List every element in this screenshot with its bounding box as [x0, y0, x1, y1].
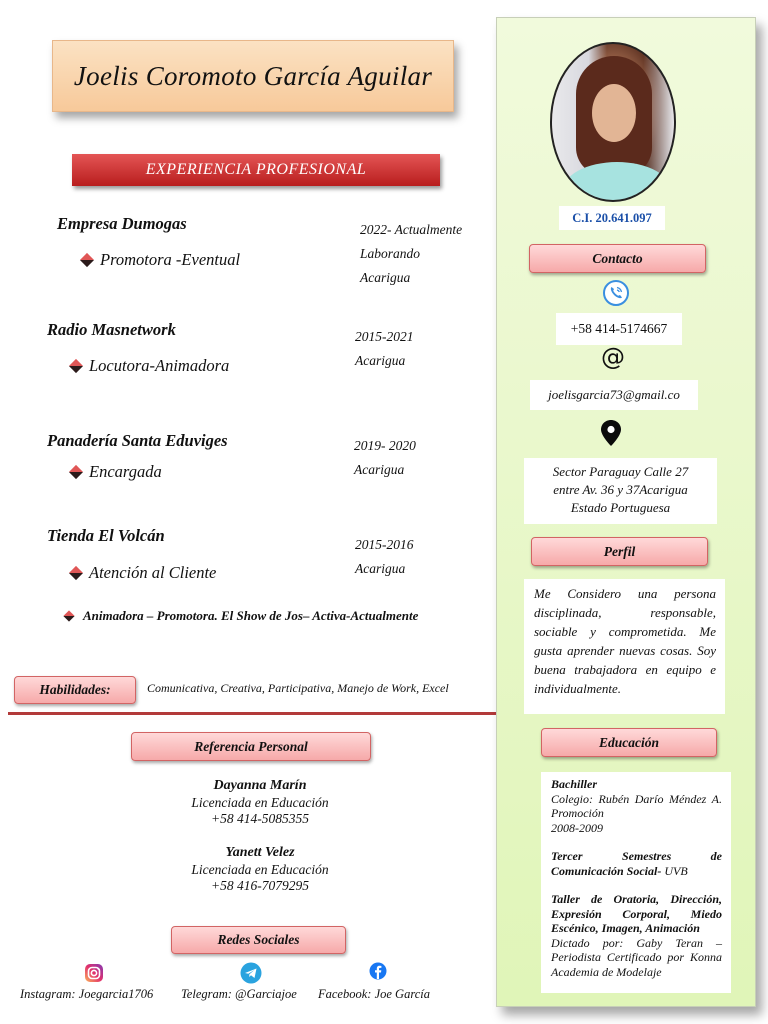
- name-banner: [52, 40, 454, 112]
- job-company: Empresa Dumogas: [57, 214, 187, 233]
- reference-name: Dayanna Marín: [213, 778, 307, 793]
- profile-text: Me Considero una persona disciplinada, responsable, sociable y comprometida. Me gusta aprender nuevas cosas. Soy buena trabajadora en equipo e individualmente.: [524, 579, 725, 714]
- education-detail: 2008-2009: [551, 820, 603, 835]
- reference-title: Licenciada en Educación: [191, 794, 329, 810]
- profile-photo: [550, 42, 676, 202]
- experience-header: [72, 154, 440, 186]
- bullet-diamond-icon: [80, 253, 94, 267]
- instagram-handle[interactable]: Instagram: Joegarcia1706: [20, 987, 154, 1001]
- skills-text: Comunicativa, Creativa, Participativa, Manejo de Work, Excel: [147, 681, 449, 695]
- job-role-text: Promotora -Eventual: [100, 250, 241, 269]
- email-address: joelisgarcia73@gmail.co: [530, 380, 698, 410]
- job-city: Acarigua: [354, 462, 405, 477]
- reference-title: Licenciada en Educación: [191, 861, 329, 877]
- facebook-icon[interactable]: [369, 962, 387, 980]
- job-city: Acarigua: [355, 353, 406, 368]
- job-period: 2022- Actualmente: [360, 222, 463, 237]
- education-title: Taller de Oratoria, Dirección, Expresión Corporal, Miedo Escénico, Imagen, Animación: [551, 892, 722, 935]
- bullet-diamond-icon: [63, 610, 74, 621]
- id-number: C.I. 20.641.097: [559, 206, 665, 230]
- extra-activity-text: Animadora – Promotora. El Show de Jos– Activa-Actualmente: [83, 608, 419, 623]
- full-name: Joelis Coromoto García Aguilar: [73, 60, 433, 91]
- address-line: entre Av. 36 y 37Acarigua: [553, 482, 688, 497]
- job-period: 2015-2016: [355, 537, 414, 552]
- telegram-icon[interactable]: [240, 962, 262, 984]
- job-role-text: Atención al Cliente: [89, 563, 217, 582]
- job-meta: [355, 533, 414, 581]
- address-line: Sector Paraguay Calle 27: [552, 464, 689, 479]
- phone-icon: [602, 279, 630, 307]
- profile-label: Perfil: [531, 537, 708, 566]
- instagram-icon[interactable]: [84, 963, 104, 983]
- education-title: Bachiller: [551, 777, 598, 791]
- reference-name: Yanett Velez: [225, 845, 295, 860]
- bullet-diamond-icon: [69, 465, 83, 479]
- address: [524, 458, 717, 524]
- education-detail: Colegio: Rubén Darío Méndez A. Promoción: [551, 791, 722, 820]
- contact-label: Contacto: [529, 244, 706, 273]
- extra-activity: [65, 608, 418, 624]
- job-role-text: Encargada: [89, 462, 162, 481]
- job-city: Acarigua: [360, 270, 411, 285]
- education-box: [541, 772, 731, 993]
- phone-number: +58 414-5174667: [556, 313, 682, 345]
- job-role: [71, 356, 229, 376]
- references-label: Referencia Personal: [131, 732, 371, 761]
- reference-2: [120, 845, 400, 895]
- education-detail: UVB: [661, 863, 688, 878]
- education-detail: Dictado por: Gaby Teran – Periodista Certificado por Konna Academia de Modelaje: [551, 935, 722, 979]
- education-entry: [551, 849, 722, 878]
- education-label: Educación: [541, 728, 717, 757]
- reference-1: [120, 778, 400, 828]
- bullet-diamond-icon: [69, 566, 83, 580]
- job-period: 2015-2021: [355, 329, 414, 344]
- job-meta: [360, 218, 462, 290]
- job-company: Radio Masnetwork: [47, 320, 176, 339]
- job-role: [71, 563, 216, 583]
- facebook-handle[interactable]: Facebook: Joe García: [318, 987, 430, 1001]
- job-company: Tienda El Volcán: [47, 526, 165, 545]
- job-role-text: Locutora-Animadora: [89, 356, 230, 375]
- bullet-diamond-icon: [69, 359, 83, 373]
- divider: [8, 712, 496, 715]
- reference-phone: +58 414-5085355: [211, 811, 309, 826]
- address-line: Estado Portuguesa: [570, 500, 671, 515]
- job-company: Panadería Santa Eduviges: [47, 431, 228, 450]
- job-city: Acarigua: [355, 561, 406, 576]
- job-meta: [355, 325, 414, 373]
- email-icon: @: [601, 343, 625, 371]
- job-role: [71, 462, 162, 482]
- education-title: Tercer Semestres de Comunicación Social-: [551, 849, 722, 878]
- telegram-handle[interactable]: Telegram: @Garciajoe: [181, 987, 297, 1001]
- job-status: Laborando: [360, 246, 421, 261]
- social-label: Redes Sociales: [171, 926, 346, 954]
- skills-label: Habilidades:: [14, 676, 136, 704]
- experience-title: EXPERIENCIA PROFESIONAL: [145, 161, 367, 178]
- job-period: 2019- 2020: [354, 438, 416, 453]
- job-role: [82, 250, 240, 270]
- location-pin-icon: [599, 419, 623, 447]
- reference-phone: +58 416-7079295: [211, 878, 309, 893]
- job-meta: [354, 434, 416, 482]
